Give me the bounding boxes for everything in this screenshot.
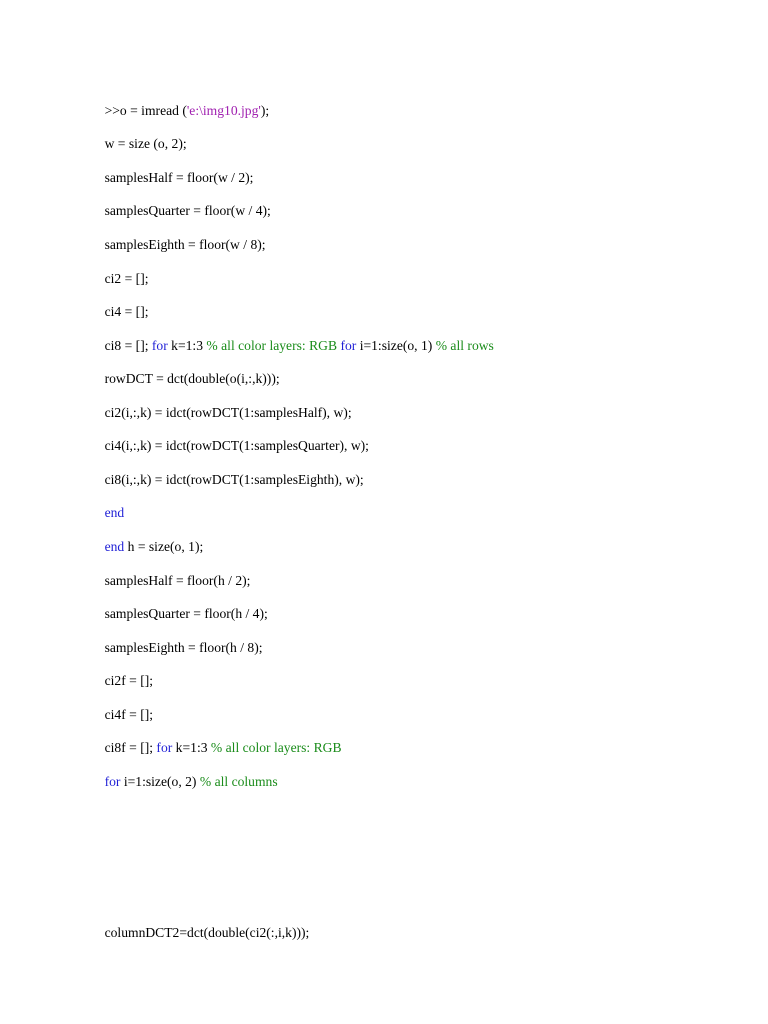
code-text: i=1:size(o, 1) bbox=[356, 338, 436, 353]
code-text: i=1:size(o, 2) bbox=[120, 774, 200, 789]
code-text: samplesEighth = floor(h / 8); bbox=[104, 640, 263, 655]
comment: % all columns bbox=[199, 774, 278, 789]
code-line bbox=[91, 758, 278, 806]
code-text: h = size(o, 1); bbox=[124, 539, 204, 554]
code-text: samplesEighth = floor(w / 8); bbox=[104, 237, 266, 252]
code-text: samplesHalf = floor(h / 2); bbox=[104, 573, 251, 588]
code-text: rowDCT = dct(double(o(i,:,k))); bbox=[104, 371, 280, 386]
code-text: ci8 = []; bbox=[104, 338, 152, 353]
code-text: ci4 = []; bbox=[104, 304, 149, 319]
code-text: samplesHalf = floor(w / 2); bbox=[104, 170, 254, 185]
code-text: ci2f = []; bbox=[104, 673, 154, 688]
code-text: w = size (o, 2); bbox=[104, 136, 187, 151]
keyword: for bbox=[156, 740, 173, 755]
code-line bbox=[91, 909, 309, 957]
keyword: end bbox=[104, 539, 125, 554]
code-text: columnDCT2=dct(double(ci2(:,i,k))); bbox=[104, 925, 310, 940]
code-text: samplesQuarter = floor(h / 4); bbox=[104, 606, 268, 621]
code-text: ); bbox=[260, 103, 270, 118]
code-text: ci4(i,:,k) = idct(rowDCT(1:samplesQuarter), w); bbox=[104, 438, 369, 453]
keyword: for bbox=[104, 774, 121, 789]
keyword: for bbox=[151, 338, 168, 353]
string-literal: 'e:\img10.jpg' bbox=[186, 103, 261, 118]
code-text: samplesQuarter = floor(w / 4); bbox=[104, 203, 271, 218]
code-text: k=1:3 bbox=[167, 338, 207, 353]
comment: % all color layers: RGB bbox=[206, 338, 341, 353]
code-line bbox=[91, 456, 364, 504]
code-text: ci2 = []; bbox=[104, 271, 149, 286]
code-text: k=1:3 bbox=[172, 740, 211, 755]
code-text: ci8(i,:,k) = idct(rowDCT(1:samplesEighth), w); bbox=[104, 472, 364, 487]
keyword: end bbox=[104, 505, 125, 520]
comment: % all rows bbox=[435, 338, 494, 353]
code-text: ci8f = []; bbox=[104, 740, 157, 755]
code-text: ci2(i,:,k) = idct(rowDCT(1:samplesHalf), w); bbox=[104, 405, 352, 420]
code-text: >>o = imread ( bbox=[104, 103, 187, 118]
comment: % all color layers: RGB bbox=[210, 740, 342, 755]
code-text: ci4f = []; bbox=[104, 707, 154, 722]
keyword: for bbox=[340, 338, 357, 353]
